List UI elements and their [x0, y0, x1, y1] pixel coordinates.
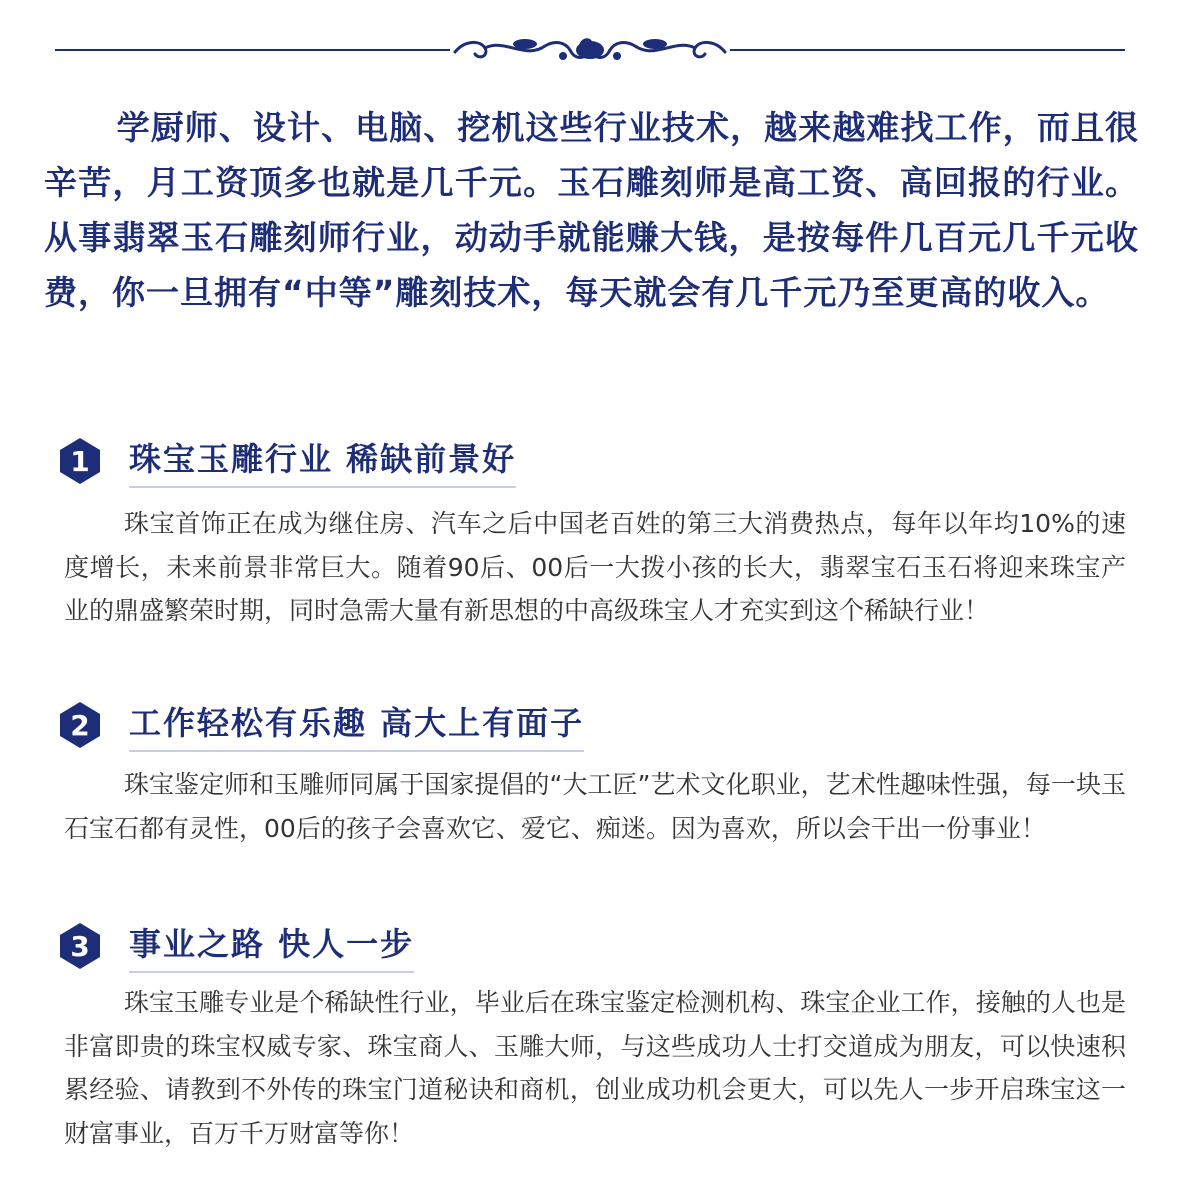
section-1-heading — [55, 433, 516, 489]
section-2-number: 2 — [70, 709, 90, 742]
section-2-heading — [55, 697, 584, 753]
section-1-body: 珠宝首饰正在成为继住房、汽车之后中国老百姓的第三大消费热点，每年以年均10%的速度增长，未来前景非常巨大。随着90后、00后一大拨小孩的长大，翡翠宝石玉石将迎来珠宝产业的鼎盛繁荣时期，同时急需大量有新思想的中高级珠宝人才充实到这个稀缺行业！ — [64, 509, 1126, 625]
section-3-title: 事业之路 快人一步 — [129, 919, 414, 973]
section-3-body: 珠宝玉雕专业是个稀缺性行业，毕业后在珠宝鉴定检测机构、珠宝企业工作，接触的人也是非富即贵的珠宝权威专家、珠宝商人、玉雕大师，与这些成功人士打交道成为朋友，可以快速积累经验、请教到不外传的珠宝门道秘诀和商机，创业成功机会更大，可以先人一步开启珠宝这一财富事业，百万千万财富等你！ — [64, 988, 1126, 1148]
number-badge-icon — [55, 436, 105, 486]
section-1-title: 珠宝玉雕行业 稀缺前景好 — [129, 434, 516, 488]
section-1-number: 1 — [70, 445, 90, 478]
number-badge-icon — [55, 921, 105, 971]
section-2-body: 珠宝鉴定师和玉雕师同属于国家提倡的“大工匠”艺术文化职业，艺术性趣味性强，每一块玉石宝石都有灵性，00后的孩子会喜欢它、爱它、痴迷。因为喜欢，所以会干出一份事业！ — [64, 770, 1126, 843]
number-badge-icon — [55, 700, 105, 750]
section-2-title: 工作轻松有乐趣 高大上有面子 — [129, 698, 584, 752]
ornamental-divider — [55, 30, 1125, 70]
intro-paragraph: 学厨师、设计、电脑、挖机这些行业技术，越来越难找工作，而且很辛苦，月工资顶多也就是几千元。玉石雕刻师是高工资、高回报的行业。从事翡翠玉石雕刻师行业，动动手就能赚大钱，是按每件几百元几千元收费，你一旦拥有“中等”雕刻技术，每天就会有几千元乃至更高的收入。 — [44, 108, 1139, 312]
section-3-heading — [55, 918, 414, 974]
section-3-number: 3 — [70, 930, 90, 963]
